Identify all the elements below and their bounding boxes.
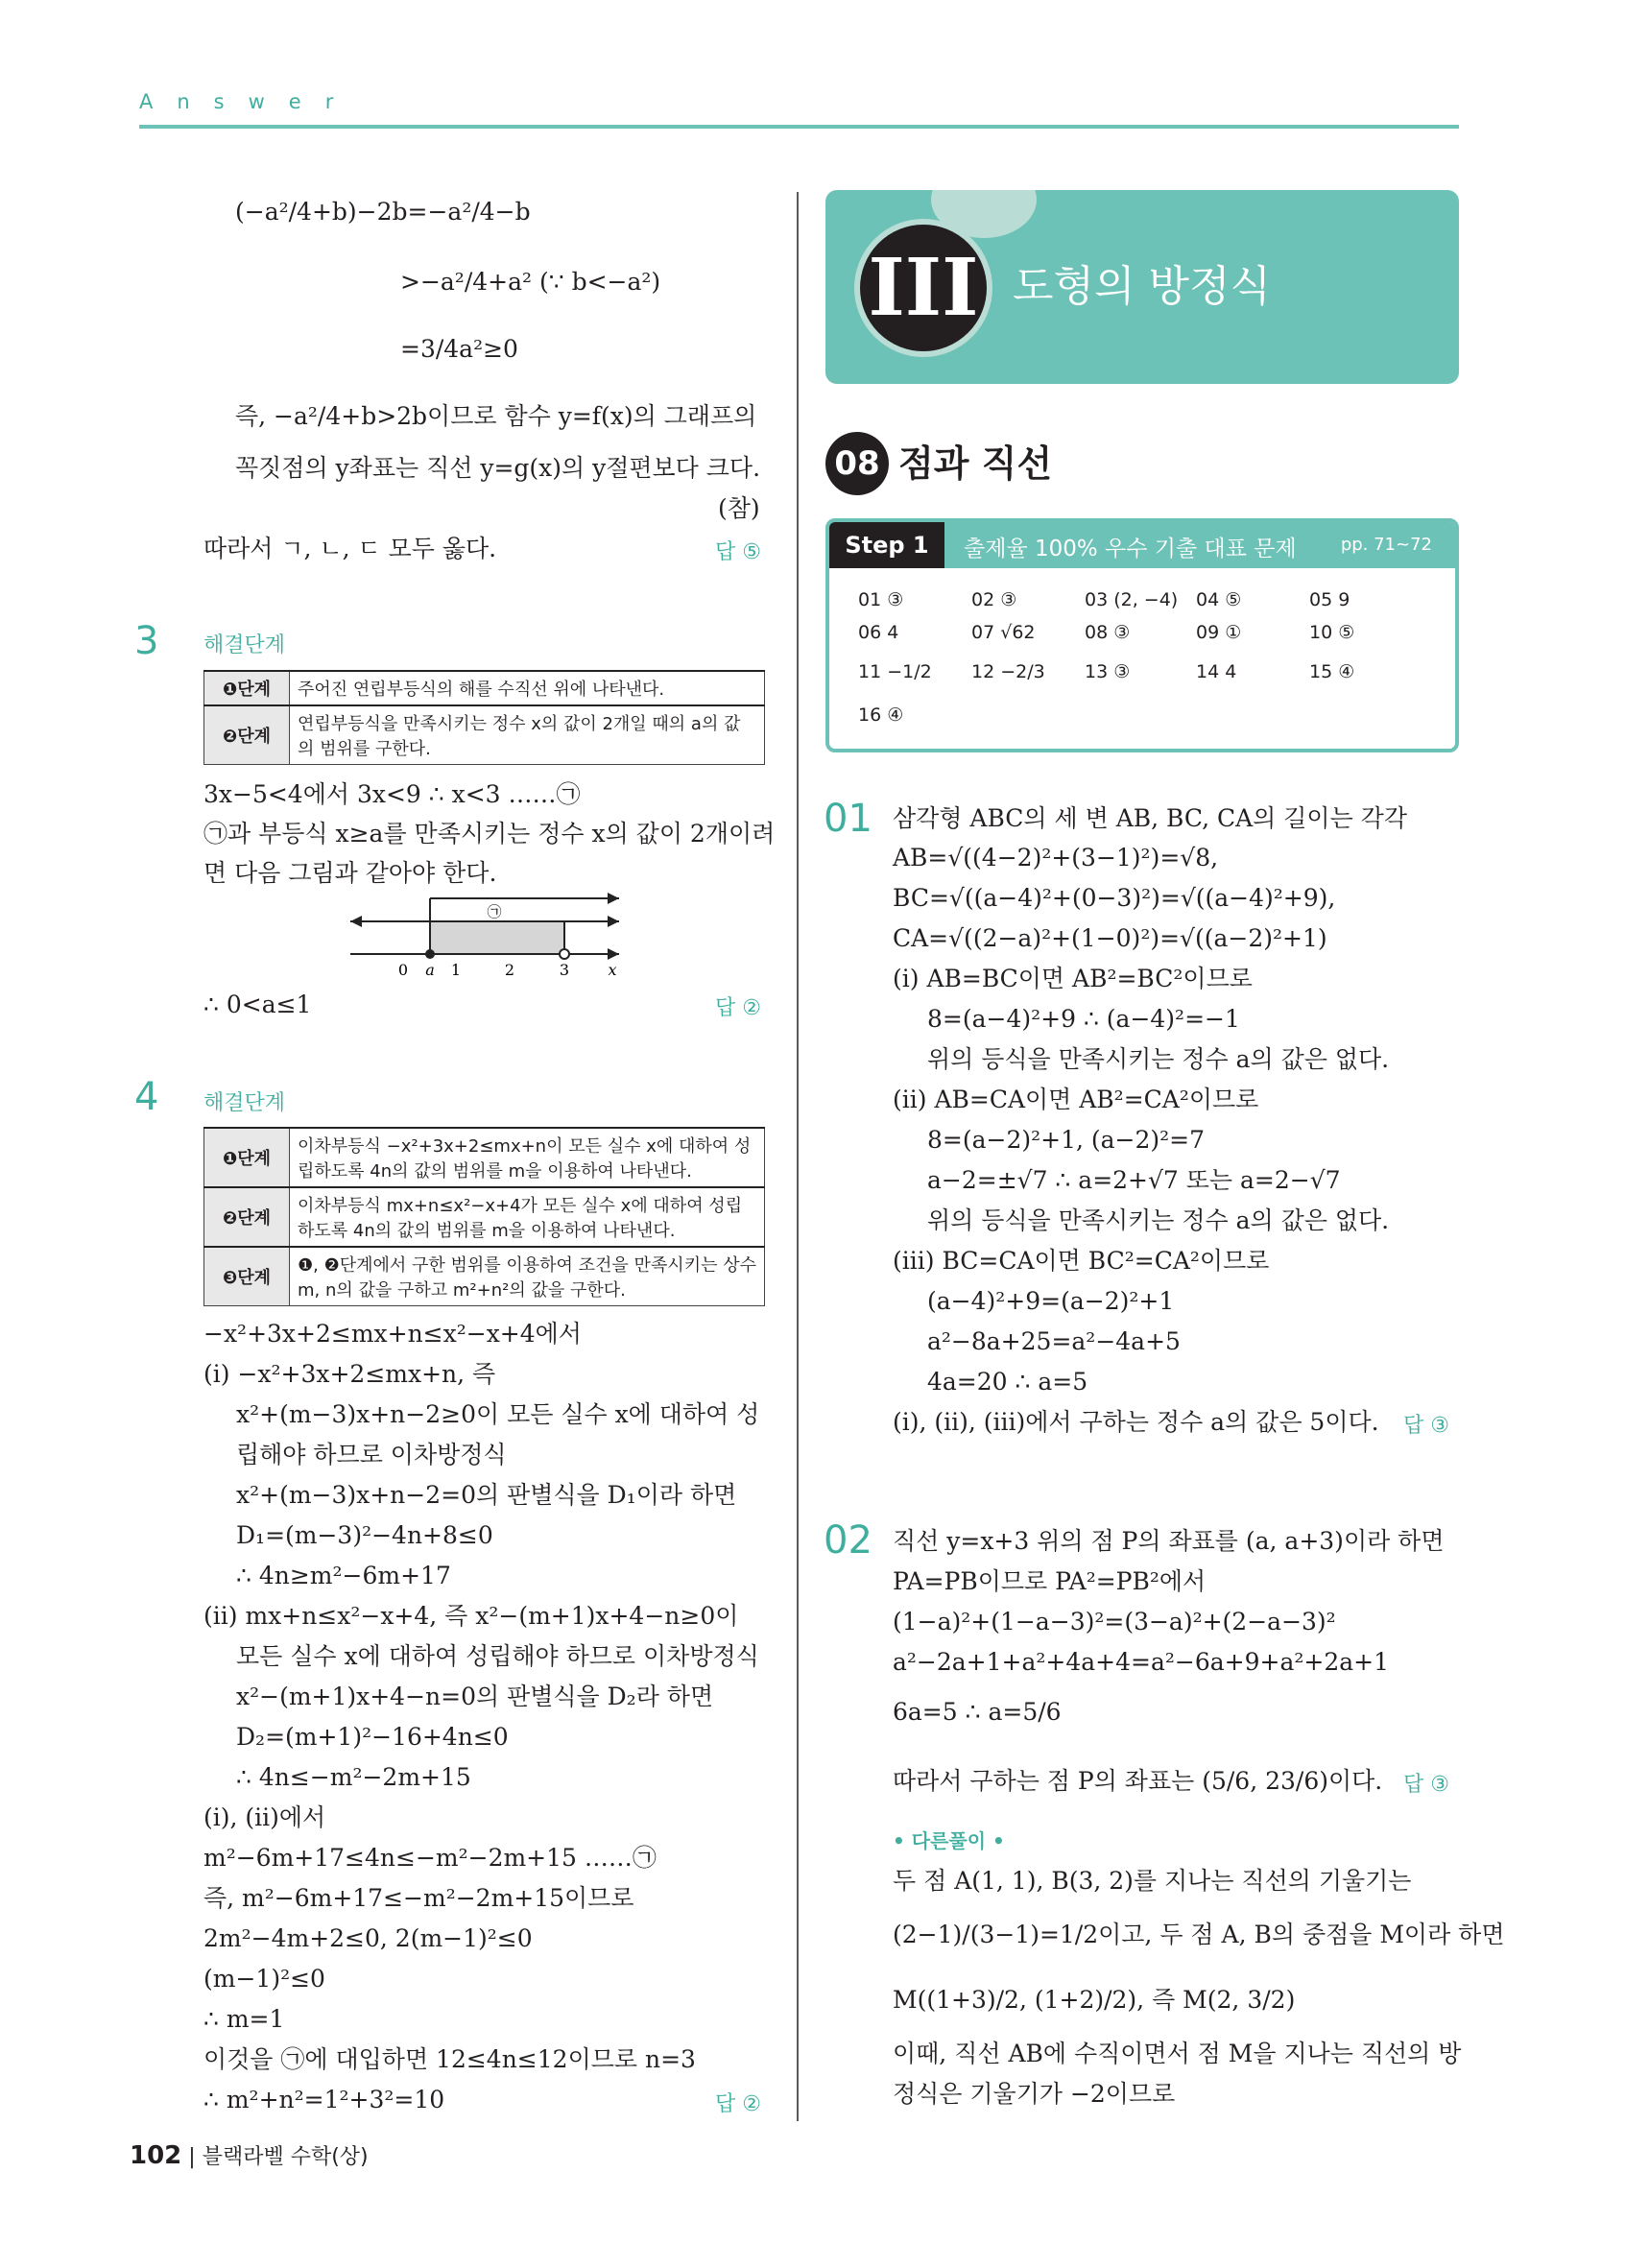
step-text: 주어진 연립부등식의 해를 수직선 위에 나타낸다.	[290, 671, 765, 705]
solution-line: a²−2a+1+a²+4a+4=a²−6a+9+a²+2a+1	[893, 1648, 1389, 1676]
solution-line: ∴ 4n≤−m²−2m+15	[236, 1763, 471, 1791]
solution-line: (iii) BC=CA이면 BC²=CA²이므로	[893, 1247, 1270, 1275]
header-label: Answer	[139, 90, 358, 113]
chapter-numeral: III	[854, 219, 992, 357]
derivation-line: 즉, −a²/4+b>2b이므로 함수 y=f(x)의 그래프의	[235, 402, 757, 430]
derivation-line: (−a²/4+b)−2b=−a²/4−b	[235, 198, 531, 226]
solution-line: (i), (ii), (iii)에서 구하는 정수 a의 값은 5이다.	[893, 1408, 1379, 1436]
solution-line: (i) −x²+3x+2≤mx+n, 즉	[203, 1360, 496, 1388]
tick-label: x	[608, 961, 617, 979]
solution-line: D₂=(m+1)²−16+4n≤0	[236, 1723, 509, 1751]
solution-line: (i) AB=BC이면 AB²=BC²이므로	[893, 965, 1253, 992]
solution-line: m²−6m+17≤4n≤−m²−2m+15 ……㉠	[203, 1844, 657, 1872]
unit-number: 08	[825, 432, 889, 495]
solution-line: (m−1)²≤0	[203, 1965, 325, 1993]
steps-table	[203, 670, 765, 765]
solution-line: a−2=±√7 ∴ a=2+√7 또는 a=2−√7	[927, 1166, 1341, 1194]
solution-line: x²+(m−3)x+n−2≥0이 모든 실수 x에 대하여 성	[236, 1400, 760, 1428]
solution-line: 위의 등식을 만족시키는 정수 a의 값은 없다.	[927, 1206, 1390, 1234]
solution-line: 따라서 구하는 점 P의 좌표는 (5/6, 23/6)이다.	[893, 1767, 1383, 1795]
closed-point-a	[425, 949, 435, 959]
solution-line: CA=√((2−a)²+(1−0)²)=√((a−2)²+1)	[893, 924, 1327, 952]
solution-line: 4a=20 ∴ a=5	[927, 1368, 1088, 1396]
range-arrow-left	[350, 916, 362, 927]
solution-line: 6a=5 ∴ a=5/6	[893, 1698, 1062, 1726]
answer-label: 답 ②	[715, 2092, 761, 2116]
solution-line: M((1+3)/2, (1+2)/2), 즉 M(2, 3/2)	[893, 1986, 1296, 2014]
quick-answer: 01 ③	[858, 589, 904, 610]
header-rule	[139, 125, 1459, 129]
solution-line: a²−8a+25=a²−4a+5	[927, 1327, 1181, 1355]
solution-line: (i), (ii)에서	[203, 1803, 326, 1831]
chapter-banner	[825, 190, 1459, 384]
solution-line: (a−4)²+9=(a−2)²+1	[927, 1287, 1175, 1315]
solution-line: BC=√((a−4)²+(0−3)²)=√((a−4)²+9),	[893, 884, 1336, 912]
solution-line: 면 다음 그림과 같아야 한다.	[203, 859, 497, 887]
quick-answer: 09 ①	[1196, 622, 1242, 643]
answer-label: 답 ③	[1403, 1773, 1449, 1797]
quick-answer: 10 ⑤	[1309, 622, 1355, 643]
solution-line: 8=(a−4)²+9 ∴ (a−4)²=−1	[927, 1005, 1240, 1033]
solution-line: −x²+3x+2≤mx+n≤x²−x+4에서	[203, 1320, 582, 1348]
solution-line: AB=√((4−2)²+(3−1)²)=√8,	[893, 844, 1219, 871]
problem-number: 4	[134, 1075, 159, 1119]
step-text: ❶, ❷단계에서 구한 범위를 이용하여 조건을 만족시키는 상수 m, n의 값을 구하고 m²+n²의 값을 구한다.	[290, 1247, 765, 1306]
solution-line: 이때, 직선 AB에 수직이면서 점 M을 지나는 직선의 방	[893, 2040, 1462, 2067]
solution-line: ∴ 4n≥m²−6m+17	[236, 1562, 451, 1589]
answer-label: 답 ③	[1403, 1414, 1449, 1438]
solution-line: 3x−5<4에서 3x<9 ∴ x<3 ……㉠	[203, 780, 581, 808]
book-title: 블랙라벨 수학(상)	[202, 2145, 369, 2169]
steps-table	[203, 1127, 765, 1306]
tick-label: 1	[450, 961, 462, 979]
step-tag: ❶단계	[204, 671, 290, 705]
solution-line: x²+(m−3)x+n−2=0의 판별식을 D₁이라 하면	[236, 1481, 737, 1509]
solution-line: (ii) AB=CA이면 AB²=CA²이므로	[893, 1086, 1259, 1113]
step-tag: ❷단계	[204, 1187, 290, 1247]
solution-line: 모든 실수 x에 대하여 성립해야 하므로 이차방정식	[236, 1642, 759, 1670]
alternate-solution-label: • 다른풀이 •	[893, 1829, 1005, 1852]
step-tag: ❷단계	[204, 705, 290, 765]
quick-answer: 06 4	[858, 622, 899, 643]
solution-line: 직선 y=x+3 위의 점 P의 좌표를 (a, a+3)이라 하면	[893, 1527, 1445, 1555]
number-line-figure	[341, 893, 629, 979]
step-tag: ❶단계	[204, 1128, 290, 1187]
tick-label: 3	[559, 961, 570, 979]
derivation-line: 따라서 ㄱ, ㄴ, ㄷ 모두 옳다.	[203, 535, 497, 562]
step-text: 이차부등식 mx+n≤x²−x+4가 모든 실수 x에 대하여 성립하도록 4n의 값의 범위를 m을 이용하여 나타낸다.	[290, 1187, 765, 1247]
step1-header	[829, 522, 1455, 568]
page-footer	[130, 2140, 369, 2170]
tick-label: 2	[504, 961, 515, 979]
quick-answer: 07 √62	[971, 622, 1036, 643]
solution-line: 두 점 A(1, 1), B(3, 2)를 지나는 직선의 기울기는	[893, 1867, 1412, 1895]
column-divider	[797, 192, 799, 2121]
solution-line: ∴ m²+n²=1²+3²=10	[203, 2086, 445, 2113]
solution-line: 위의 등식을 만족시키는 정수 a의 값은 없다.	[927, 1045, 1390, 1073]
quick-answer: 11 −1/2	[858, 661, 932, 682]
quick-answer: 05 9	[1309, 589, 1350, 610]
range-mark: ㉠	[487, 903, 502, 920]
solution-line: 2m²−4m+2≤0, 2(m−1)²≤0	[203, 1924, 533, 1952]
chapter-title: 도형의 방정식	[1013, 262, 1272, 311]
step1-answer-box	[825, 518, 1459, 752]
solution-line: (2−1)/(3−1)=1/2이고, 두 점 A, B의 중점을 M이라 하면	[893, 1921, 1505, 1948]
quick-answer: 12 −2/3	[971, 661, 1045, 682]
quick-answer: 08 ③	[1085, 622, 1131, 643]
range-arrow-right	[608, 916, 619, 927]
step1-pages: pp. 71~72	[1340, 535, 1432, 555]
solution-steps-label: 해결단계	[203, 633, 286, 657]
tick-label: a	[425, 961, 435, 979]
quick-answer: 13 ③	[1085, 661, 1131, 682]
solution-line: (1−a)²+(1−a−3)²=(3−a)²+(2−a−3)²	[893, 1608, 1336, 1635]
problem-number: 01	[824, 797, 872, 841]
quick-answer: 02 ③	[971, 589, 1017, 610]
solution-line: (ii) mx+n≤x²−x+4, 즉 x²−(m+1)x+4−n≥0이	[203, 1602, 739, 1630]
step-text: 이차부등식 −x²+3x+2≤mx+n이 모든 실수 x에 대하여 성립하도록 4n의 값의 범위를 m을 이용하여 나타낸다.	[290, 1128, 765, 1187]
quick-answer: 16 ④	[858, 704, 904, 726]
axis-arrow	[608, 948, 619, 960]
step1-tag: Step 1	[829, 522, 944, 568]
answer-label: 답 ②	[715, 996, 761, 1020]
step-text: 연립부등식을 만족시키는 정수 x의 값이 2개일 때의 a의 값의 범위를 구한다.	[290, 705, 765, 765]
shaded-region	[430, 921, 564, 954]
unit-title: 점과 직선	[898, 442, 1053, 485]
step-tag: ❸단계	[204, 1247, 290, 1306]
quick-answer: 14 4	[1196, 661, 1237, 682]
solution-line: 삼각형 ABC의 세 변 AB, BC, CA의 길이는 각각	[893, 804, 1407, 832]
derivation-line: 꼭짓점의 y좌표는 직선 y=g(x)의 y절편보다 크다.	[235, 454, 761, 482]
solution-line: PA=PB이므로 PA²=PB²에서	[893, 1567, 1207, 1595]
solution-line: 8=(a−2)²+1, (a−2)²=7	[927, 1126, 1206, 1154]
problem-number: 3	[134, 619, 159, 663]
answer-label: 답 ⑤	[715, 540, 761, 564]
quick-answer: 03 (2, −4)	[1085, 589, 1179, 610]
derivation-line: >−a²/4+a² (∵ b<−a²)	[400, 268, 661, 296]
quick-answer: 04 ⑤	[1196, 589, 1242, 610]
solution-steps-label: 해결단계	[203, 1091, 286, 1115]
solution-line: x²−(m+1)x+4−n=0의 판별식을 D₂라 하면	[236, 1683, 714, 1710]
result-line: ∴ 0<a≤1	[203, 991, 312, 1018]
step1-description: 출제율 100% 우수 기출 대표 문제	[964, 537, 1297, 561]
solution-line: 정식은 기울기가 −2이므로	[893, 2080, 1176, 2108]
solution-line: ∴ m=1	[203, 2005, 285, 2033]
footer-separator: |	[188, 2145, 203, 2169]
quick-answer: 15 ④	[1309, 661, 1355, 682]
solution-line: ㉠과 부등식 x≥a를 만족시키는 정수 x의 값이 2개이려	[203, 820, 776, 848]
open-point-3	[560, 949, 569, 959]
solution-line: D₁=(m−3)²−4n+8≤0	[236, 1521, 493, 1549]
derivation-line: (참)	[718, 494, 760, 522]
problem-number: 02	[824, 1518, 872, 1563]
page-number: 102	[130, 2141, 182, 2170]
tick-label: 0	[397, 961, 409, 979]
solution-line: 이것을 ㉠에 대입하면 12≤4n≤12이므로 n=3	[203, 2045, 696, 2073]
derivation-line: =3/4a²≥0	[400, 335, 518, 363]
solution-line: 즉, m²−6m+17≤−m²−2m+15이므로	[203, 1884, 634, 1912]
solution-line: 립해야 하므로 이차방정식	[236, 1441, 507, 1468]
